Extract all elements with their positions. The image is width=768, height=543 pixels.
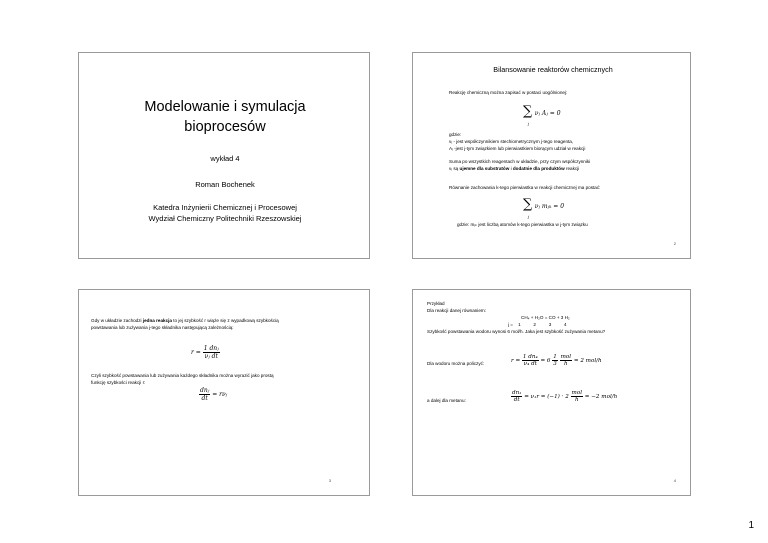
equation-body: νⱼ Aⱼ = 0 xyxy=(534,110,561,117)
ch4-unit-numerator: mol xyxy=(571,390,582,396)
ch4-unit-denominator: h xyxy=(574,397,579,403)
equation-body: νⱼ mⱼₖ = 0 xyxy=(534,203,565,210)
sum-index: j xyxy=(528,121,530,126)
rate-denominator: νⱼ dt xyxy=(204,353,218,360)
h2-fraction xyxy=(522,354,539,367)
h2-lhs: r = xyxy=(511,358,521,364)
lecture-number: wykład 4 xyxy=(210,154,240,163)
sum-note-line-1: Suma po wszystkich reagentach w układzie, przy czym współczynniki xyxy=(449,159,591,164)
equation-rate xyxy=(191,345,220,360)
sum-note-substrates: ujemne dla substratów xyxy=(459,166,510,171)
slide-1-title xyxy=(78,52,370,259)
ch4-mid: = ν₁r = (−1) · 2 xyxy=(524,394,569,400)
department-line-2: Wydział Chemiczny Politechniki Rzeszowskiej xyxy=(148,214,302,223)
department-line-1: Katedra Inżynierii Chemicznej i Procesowej xyxy=(153,203,297,212)
mol-h-fraction xyxy=(560,354,572,367)
slide-4-example xyxy=(412,289,691,496)
ch4-denominator: dt xyxy=(513,397,520,403)
sum-note-pre: νⱼ są xyxy=(449,166,460,171)
ch4-unit-fraction xyxy=(571,390,583,403)
h2-denominator: ν₄ dt xyxy=(523,361,537,367)
rate-lhs: r = xyxy=(191,349,201,356)
one-third-fraction xyxy=(552,354,558,367)
equation-methane xyxy=(511,390,617,403)
intro-line-2: powstawania lub zużywania j-tego składnika następującą zależnością: xyxy=(91,325,234,330)
page-number: 2 xyxy=(673,241,676,246)
text-2-line-2: funkcję szybkości reakcji r: xyxy=(91,380,146,385)
equation-sum-nu-m xyxy=(523,197,564,212)
sum-symbol: ∑ xyxy=(523,104,533,119)
definition-a: Aⱼ -jest j-tym związkiem lub pierwiastkiem biorącym udział w reakcji xyxy=(449,146,586,151)
dt-denominator: dt xyxy=(201,395,208,402)
reaction-equation: CH₄ + H₂O = CO + 3 H₂ xyxy=(521,315,570,320)
h-denominator: h xyxy=(564,361,568,367)
ch4-rhs: = −2 mol/h xyxy=(584,394,618,400)
equation-note: gdzie: mⱼₖ jest liczbą atomów k-tego pierwiastka w j-tym związku xyxy=(457,222,588,227)
rate-fraction xyxy=(203,345,220,360)
title-line-1: Modelowanie i symulacja xyxy=(144,99,306,115)
where-label: gdzie: xyxy=(449,132,462,137)
ch4-fraction xyxy=(511,390,522,403)
intro-line-1 xyxy=(91,318,279,323)
dn-numerator: dnⱼ xyxy=(200,387,210,394)
h2-mid: = 6 xyxy=(540,358,551,364)
dn-dt-rhs: = rνⱼ xyxy=(212,391,228,398)
intro-pre: Gdy w układzie zachodzi xyxy=(91,318,143,323)
sum-symbol: ∑ xyxy=(523,197,533,212)
reaction-label: Dla reakcji danej równaniem: xyxy=(427,308,486,313)
hydrogen-label: Dla wodoru można policzyć: xyxy=(427,361,485,366)
sum-index: j xyxy=(528,214,530,219)
one-third-denominator: 3 xyxy=(553,361,557,367)
reaction-index-row: j = 1 2 3 4 xyxy=(508,322,567,327)
h2-rhs: = 2 mol/h xyxy=(573,358,602,364)
author: Roman Bochenek xyxy=(195,180,255,189)
intro-text: Reakcję chemiczną można zapisać w postaci uogólnionej: xyxy=(449,90,568,95)
slide-3-reaction-rate xyxy=(78,289,370,496)
page-number: 3 xyxy=(328,478,331,483)
mol-numerator: mol xyxy=(560,354,572,360)
sheet-page-number: 1 xyxy=(748,520,754,531)
example-heading: Przykład xyxy=(427,301,445,306)
sum-note-post: reakcji xyxy=(564,166,580,171)
slide-title: Bilansowanie reaktorów chemicznych xyxy=(493,65,613,74)
intro-bold: jedna reakcja xyxy=(142,318,172,323)
equation-dn-dt xyxy=(199,387,227,402)
definition-nu: νⱼ - jest współczynnikiem stechiometrycznym j-tego reagenta, xyxy=(449,139,574,144)
rate-numerator: 1 dnⱼ xyxy=(203,345,219,352)
h2-numerator: 1 dn₄ xyxy=(522,354,538,360)
methane-label: a dalej dla metanu: xyxy=(427,398,466,403)
text-2-line-1: Czyli szybkość powstawania lub zużywania każdego składnika można wyrazić jako prostą xyxy=(91,373,274,378)
sum-note-products: dodatnie dla produktów xyxy=(512,166,565,171)
equation-hydrogen xyxy=(511,354,602,367)
slide-2-reactor-balance xyxy=(412,52,691,259)
question-text: Szybkość powstawania wodoru wynosi 6 mol/h. Jaka jest szybkość zużywania metanu? xyxy=(427,329,606,334)
equation-sum-nu-a xyxy=(523,104,561,119)
conservation-text: Równanie zachowania k-tego pierwiastka w reakcji chemicznej ma postać: xyxy=(449,185,601,190)
page-number: 4 xyxy=(673,478,676,483)
dn-dt-fraction xyxy=(199,387,210,402)
intro-post: to jej szybkość r wiąże się z wypadkową szybkością xyxy=(171,318,279,323)
one-third-numerator: 1 xyxy=(553,354,557,360)
title-line-2: bioprocesów xyxy=(184,119,266,135)
sum-note-line-2 xyxy=(449,166,579,172)
ch4-numerator: dn₁ xyxy=(512,390,522,396)
sum-note-mid: i xyxy=(509,166,513,171)
